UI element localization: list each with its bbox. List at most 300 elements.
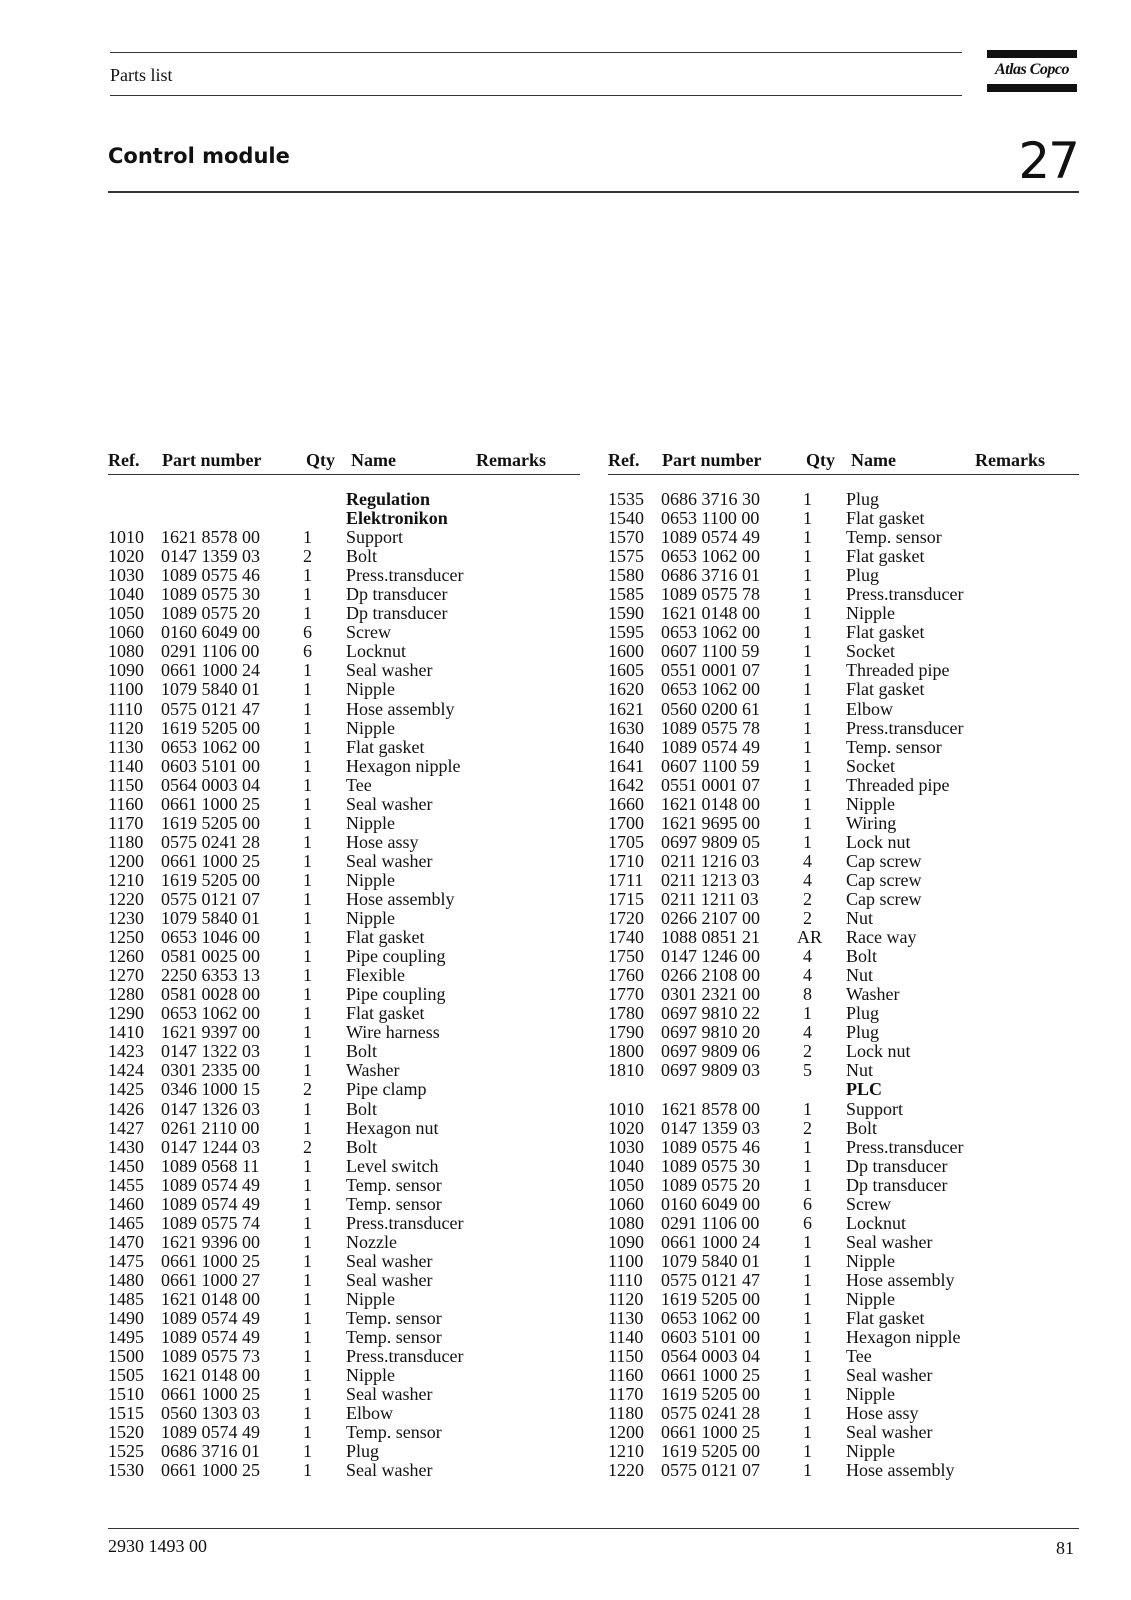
- table-row: [608, 1271, 1078, 1290]
- name-cell: Flat gasket: [346, 927, 425, 948]
- name-cell: Nozzle: [346, 1231, 397, 1252]
- part-number-cell: 1079 5840 01: [661, 1250, 760, 1271]
- name-cell: Plug: [846, 1003, 880, 1024]
- name-cell: Nipple: [346, 717, 395, 738]
- part-number-cell: 1619 5205 00: [161, 812, 260, 833]
- name-cell: Temp. sensor: [346, 1327, 442, 1348]
- name-cell: Flat gasket: [846, 508, 925, 529]
- qty-cell: 1: [803, 831, 812, 852]
- name-cell: Bolt: [346, 1041, 378, 1062]
- ref-cell: 1120: [108, 717, 144, 738]
- part-number-cell: 0653 1062 00: [661, 1308, 760, 1329]
- table-row: [108, 1347, 578, 1366]
- part-number-cell: 0261 2110 00: [161, 1117, 260, 1138]
- ref-cell: 1424: [108, 1060, 144, 1081]
- qty-cell: 1: [803, 717, 812, 738]
- part-number-cell: 0346 1000 15: [161, 1079, 260, 1100]
- qty-cell: 1: [303, 1384, 312, 1405]
- table-row: [608, 776, 1078, 795]
- table-row: [608, 738, 1078, 757]
- table-row: [608, 509, 1078, 528]
- part-number-cell: 0560 1303 03: [161, 1403, 260, 1424]
- right-parts-table: [608, 490, 1078, 1480]
- qty-cell: 4: [803, 869, 812, 890]
- qty-cell: 1: [803, 1136, 812, 1157]
- name-cell: Hose assembly: [346, 698, 455, 719]
- table-row: [108, 585, 578, 604]
- qty-cell: 1: [303, 603, 312, 624]
- qty-cell: 1: [803, 641, 812, 662]
- qty-cell: 1: [303, 1422, 312, 1443]
- part-number-cell: 0147 1244 03: [161, 1136, 260, 1157]
- part-number-cell: 1621 0148 00: [161, 1288, 260, 1309]
- qty-cell: 1: [803, 1441, 812, 1462]
- part-number-cell: 0266 2108 00: [661, 965, 760, 986]
- qty-cell: 1: [303, 1022, 312, 1043]
- table-row: [108, 795, 578, 814]
- qty-cell: 1: [303, 736, 312, 757]
- qty-cell: 1: [303, 1060, 312, 1081]
- logo-bottom-bar: [987, 84, 1077, 92]
- part-number-cell: 0661 1000 25: [661, 1365, 760, 1386]
- name-cell: Tee: [846, 1346, 872, 1367]
- group-heading-row: [108, 490, 578, 509]
- table-row: [608, 1461, 1078, 1480]
- name-cell: Hexagon nut: [346, 1117, 439, 1138]
- qty-cell: 6: [803, 1193, 812, 1214]
- ref-cell: 1640: [608, 736, 644, 757]
- ref-cell: 1410: [108, 1022, 144, 1043]
- part-number-cell: 0147 1246 00: [661, 946, 760, 967]
- part-number-cell: 1621 0148 00: [161, 1365, 260, 1386]
- group-heading-row: [608, 1080, 1078, 1099]
- table-row: [608, 566, 1078, 585]
- name-cell: Temp. sensor: [346, 1193, 442, 1214]
- ref-cell: 1130: [108, 736, 144, 757]
- table-row: [108, 1119, 578, 1138]
- part-number-cell: 0211 1211 03: [661, 888, 759, 909]
- name-cell: Flexible: [346, 965, 405, 986]
- ref-cell: 1030: [108, 565, 144, 586]
- table-row: [608, 528, 1078, 547]
- part-number-cell: 0301 2321 00: [661, 984, 760, 1005]
- part-number-cell: 0160 6049 00: [661, 1193, 760, 1214]
- part-number-cell: 1619 5205 00: [661, 1288, 760, 1309]
- name-cell: Elbow: [846, 698, 893, 719]
- part-number-cell: 1089 0574 49: [661, 527, 760, 548]
- part-number-cell: 2250 6353 13: [161, 965, 260, 986]
- part-number-cell: 1089 0574 49: [161, 1308, 260, 1329]
- atlas-copco-logo: [987, 50, 1077, 94]
- name-cell: Race way: [846, 927, 917, 948]
- qty-cell: 1: [803, 565, 812, 586]
- part-number-cell: 0551 0001 07: [661, 660, 760, 681]
- part-number-cell: 1089 0574 49: [661, 736, 760, 757]
- name-cell: Temp. sensor: [846, 527, 942, 548]
- part-number-cell: 0575 0121 07: [661, 1460, 760, 1481]
- table-row: [608, 890, 1078, 909]
- part-number-cell: 1089 0574 49: [161, 1422, 260, 1443]
- table-row: [108, 1366, 578, 1385]
- qty-cell: 1: [803, 1174, 812, 1195]
- table-row: [108, 1023, 578, 1042]
- ref-cell: 1475: [108, 1250, 144, 1271]
- name-cell: Seal washer: [846, 1231, 933, 1252]
- table-row: [608, 1061, 1078, 1080]
- ref-cell: 1515: [108, 1403, 144, 1424]
- ref-cell: 1090: [108, 660, 144, 681]
- footer-page-number: 81: [1056, 1538, 1074, 1558]
- qty-cell: 1: [303, 698, 312, 719]
- table-row: [108, 1271, 578, 1290]
- qty-cell: 1: [303, 679, 312, 700]
- ref-cell: 1100: [608, 1250, 644, 1271]
- part-number-cell: 0653 1100 00: [661, 508, 760, 529]
- part-number-cell: 1079 5840 01: [161, 908, 260, 929]
- table-row: [108, 1080, 578, 1099]
- name-cell: Flat gasket: [346, 1003, 425, 1024]
- qty-cell: 1: [303, 869, 312, 890]
- name-cell: Dp transducer: [346, 603, 448, 624]
- table-row: [108, 1328, 578, 1347]
- table-row: [108, 661, 578, 680]
- table-row: [608, 985, 1078, 1004]
- part-number-cell: 0581 0025 00: [161, 946, 260, 967]
- ref-cell: 1250: [108, 927, 144, 948]
- table-row: [608, 680, 1078, 699]
- ref-cell: 1642: [608, 774, 644, 795]
- table-row: [608, 1119, 1078, 1138]
- table-row: [608, 852, 1078, 871]
- part-number-cell: 0661 1000 25: [161, 793, 260, 814]
- ref-cell: 1525: [108, 1441, 144, 1462]
- name-cell: Hexagon nipple: [346, 755, 461, 776]
- ref-cell: 1080: [608, 1212, 644, 1233]
- name-cell: Wiring: [846, 812, 897, 833]
- qty-cell: 1: [803, 584, 812, 605]
- part-number-cell: 1089 0568 11: [161, 1155, 260, 1176]
- name-cell: Nipple: [346, 1288, 395, 1309]
- table-row: [108, 928, 578, 947]
- table-row: [108, 1461, 578, 1480]
- ref-cell: 1660: [608, 793, 644, 814]
- qty-cell: 2: [803, 888, 812, 909]
- name-cell: Dp transducer: [846, 1155, 948, 1176]
- qty-cell: 6: [303, 641, 312, 662]
- table-row: [108, 909, 578, 928]
- qty-cell: 4: [803, 965, 812, 986]
- header-label: Parts list: [110, 65, 173, 85]
- name-cell: Nipple: [346, 908, 395, 929]
- qty-cell: 1: [303, 1098, 312, 1119]
- section-title: Control module: [108, 144, 290, 168]
- ref-cell: 1040: [608, 1155, 644, 1176]
- table-row: [108, 1100, 578, 1119]
- table-row: [608, 1423, 1078, 1442]
- table-row: [608, 1328, 1078, 1347]
- qty-cell: 1: [303, 831, 312, 852]
- part-number-cell: 0697 9809 03: [661, 1060, 760, 1081]
- part-number-cell: 0661 1000 25: [161, 1250, 260, 1271]
- table-row: [608, 757, 1078, 776]
- ref-cell: 1200: [108, 850, 144, 871]
- part-number-cell: 0147 1322 03: [161, 1041, 260, 1062]
- part-number-cell: 1089 0574 49: [161, 1174, 260, 1195]
- part-number-cell: 0653 1062 00: [661, 679, 760, 700]
- qty-cell: 6: [303, 622, 312, 643]
- qty-cell: 4: [803, 946, 812, 967]
- part-number-cell: 0686 3716 01: [161, 1441, 260, 1462]
- name-cell: Seal washer: [346, 1269, 433, 1290]
- name-cell: Bolt: [346, 1098, 378, 1119]
- table-row: [608, 719, 1078, 738]
- table-row: [608, 1252, 1078, 1271]
- left-header-rule: [108, 474, 580, 475]
- name-cell: Lock nut: [846, 1041, 911, 1062]
- table-row: [608, 909, 1078, 928]
- qty-cell: 1: [803, 679, 812, 700]
- table-row: [108, 833, 578, 852]
- ref-cell: 1780: [608, 1003, 644, 1024]
- qty-cell: 1: [803, 1250, 812, 1271]
- ref-cell: 1080: [108, 641, 144, 662]
- ref-cell: 1705: [608, 831, 644, 852]
- name-cell: Nipple: [846, 1288, 895, 1309]
- qty-cell: 1: [303, 755, 312, 776]
- qty-cell: 1: [803, 603, 812, 624]
- table-row: [608, 1138, 1078, 1157]
- table-row: [608, 1233, 1078, 1252]
- qty-cell: 1: [303, 1117, 312, 1138]
- left-col-name-header: Name: [351, 450, 396, 470]
- name-cell: Press.transducer: [346, 565, 464, 586]
- part-number-cell: 0661 1000 24: [161, 660, 260, 681]
- name-cell: Plug: [846, 489, 880, 509]
- ref-cell: 1050: [108, 603, 144, 624]
- name-cell: Washer: [346, 1060, 400, 1081]
- table-row: [108, 1042, 578, 1061]
- part-number-cell: 0266 2107 00: [661, 908, 760, 929]
- qty-cell: 1: [303, 812, 312, 833]
- table-row: [608, 871, 1078, 890]
- ref-cell: 1470: [108, 1231, 144, 1252]
- name-cell: Nipple: [846, 1384, 895, 1405]
- qty-cell: 1: [803, 546, 812, 567]
- qty-cell: 1: [803, 489, 812, 509]
- name-cell: Dp transducer: [846, 1174, 948, 1195]
- name-cell: Nipple: [846, 793, 895, 814]
- table-row: [608, 700, 1078, 719]
- ref-cell: 1260: [108, 946, 144, 967]
- table-row: [108, 1404, 578, 1423]
- group-heading-row: [108, 509, 578, 528]
- name-cell: Seal washer: [346, 793, 433, 814]
- table-row: [108, 1004, 578, 1023]
- right-col-part-number-header: Part number: [662, 450, 762, 470]
- name-cell: Socket: [846, 755, 895, 776]
- ref-cell: 1040: [108, 584, 144, 605]
- qty-cell: 1: [303, 965, 312, 986]
- qty-cell: 1: [303, 1231, 312, 1252]
- part-number-cell: 0564 0003 04: [161, 774, 260, 795]
- qty-cell: 1: [803, 755, 812, 776]
- qty-cell: 2: [303, 1136, 312, 1157]
- name-cell: Temp. sensor: [346, 1174, 442, 1195]
- part-number-cell: 0686 3716 01: [661, 565, 760, 586]
- qty-cell: 1: [803, 527, 812, 548]
- part-number-cell: 0607 1100 59: [661, 641, 760, 662]
- name-cell: Plug: [346, 1441, 380, 1462]
- name-cell: Press.transducer: [846, 584, 964, 605]
- ref-cell: 1210: [108, 869, 144, 890]
- name-cell: Flat gasket: [346, 736, 425, 757]
- part-number-cell: 1621 9695 00: [661, 812, 760, 833]
- name-cell: Hose assembly: [846, 1460, 955, 1481]
- ref-cell: 1621: [608, 698, 644, 719]
- ref-cell: 1150: [608, 1346, 644, 1367]
- ref-cell: 1535: [608, 489, 644, 509]
- part-number-cell: 1089 0575 30: [661, 1155, 760, 1176]
- left-col-qty-header: Qty: [306, 450, 335, 470]
- name-cell: Dp transducer: [346, 584, 448, 605]
- name-cell: Flat gasket: [846, 622, 925, 643]
- qty-cell: 1: [303, 1269, 312, 1290]
- qty-cell: 1: [303, 584, 312, 605]
- qty-cell: 2: [803, 1041, 812, 1062]
- part-number-cell: 1089 0575 30: [161, 584, 260, 605]
- name-cell: Screw: [846, 1193, 891, 1214]
- qty-cell: 1: [803, 793, 812, 814]
- part-number-cell: 0661 1000 27: [161, 1269, 260, 1290]
- ref-cell: 1570: [608, 527, 644, 548]
- name-cell: Cap screw: [846, 888, 922, 909]
- ref-cell: 1540: [608, 508, 644, 529]
- name-cell: Screw: [346, 622, 391, 643]
- name-cell: Bolt: [346, 1136, 378, 1157]
- ref-cell: 1430: [108, 1136, 144, 1157]
- part-number-cell: 1089 0574 49: [161, 1327, 260, 1348]
- ref-cell: 1140: [108, 755, 144, 776]
- footer-rule: [108, 1528, 1079, 1529]
- part-number-cell: 0661 1000 25: [161, 850, 260, 871]
- ref-cell: 1020: [108, 546, 144, 567]
- table-row: [608, 928, 1078, 947]
- table-row: [108, 1290, 578, 1309]
- name-cell: Hose assembly: [846, 1269, 955, 1290]
- table-row: [608, 1309, 1078, 1328]
- name-cell: Threaded pipe: [846, 774, 950, 795]
- qty-cell: 1: [803, 1365, 812, 1386]
- table-row: [108, 700, 578, 719]
- part-number-cell: 1621 0148 00: [661, 603, 760, 624]
- table-row: [608, 1100, 1078, 1119]
- name-cell: Elbow: [346, 1403, 393, 1424]
- name-cell: Pipe clamp: [346, 1079, 427, 1100]
- part-number-cell: 1088 0851 21: [661, 927, 760, 948]
- ref-cell: 1200: [608, 1422, 644, 1443]
- table-row: [608, 1004, 1078, 1023]
- name-cell: Nipple: [846, 603, 895, 624]
- qty-cell: 1: [303, 1041, 312, 1062]
- table-row: [108, 642, 578, 661]
- part-number-cell: 0551 0001 07: [661, 774, 760, 795]
- table-row: [108, 623, 578, 642]
- name-cell: Hexagon nipple: [846, 1327, 961, 1348]
- part-number-cell: 1621 0148 00: [661, 793, 760, 814]
- ref-cell: 1605: [608, 660, 644, 681]
- ref-cell: 1600: [608, 641, 644, 662]
- ref-cell: 1180: [108, 831, 144, 852]
- qty-cell: 1: [303, 774, 312, 795]
- name-cell: Seal washer: [346, 1384, 433, 1405]
- name-cell: Plug: [846, 1022, 880, 1043]
- qty-cell: 2: [303, 546, 312, 567]
- ref-cell: 1180: [608, 1403, 644, 1424]
- table-row: [108, 1252, 578, 1271]
- ref-cell: 1500: [108, 1346, 144, 1367]
- part-number-cell: 0564 0003 04: [661, 1346, 760, 1367]
- ref-cell: 1790: [608, 1022, 644, 1043]
- table-row: [608, 623, 1078, 642]
- ref-cell: 1010: [608, 1098, 644, 1119]
- part-number-cell: 0653 1046 00: [161, 927, 260, 948]
- part-number-cell: 0575 0121 07: [161, 888, 260, 909]
- qty-cell: 1: [803, 1155, 812, 1176]
- table-row: [108, 1233, 578, 1252]
- name-cell: Cap screw: [846, 850, 922, 871]
- ref-cell: 1620: [608, 679, 644, 700]
- qty-cell: 2: [303, 1079, 312, 1100]
- table-row: [608, 585, 1078, 604]
- qty-cell: 1: [303, 793, 312, 814]
- ref-cell: 1170: [108, 812, 144, 833]
- table-row: [608, 1290, 1078, 1309]
- qty-cell: 8: [803, 984, 812, 1005]
- ref-cell: 1740: [608, 927, 644, 948]
- ref-cell: 1770: [608, 984, 644, 1005]
- ref-cell: 1220: [608, 1460, 644, 1481]
- table-row: [108, 738, 578, 757]
- part-number-cell: 0581 0028 00: [161, 984, 260, 1005]
- part-number-cell: 1619 5205 00: [661, 1384, 760, 1405]
- ref-cell: 1641: [608, 755, 644, 776]
- table-row: [108, 1138, 578, 1157]
- qty-cell: 1: [303, 888, 312, 909]
- name-cell: Press.transducer: [346, 1212, 464, 1233]
- table-row: [108, 1385, 578, 1404]
- name-cell: Bolt: [846, 1117, 878, 1138]
- part-number-cell: 1621 9396 00: [161, 1231, 260, 1252]
- qty-cell: 1: [303, 946, 312, 967]
- table-row: [108, 757, 578, 776]
- name-cell: Nipple: [346, 679, 395, 700]
- table-row: [608, 947, 1078, 966]
- ref-cell: 1480: [108, 1269, 144, 1290]
- part-number-cell: 0661 1000 25: [661, 1422, 760, 1443]
- name-cell: Hose assembly: [346, 888, 455, 909]
- qty-cell: 1: [303, 527, 312, 548]
- part-number-cell: 0686 3716 30: [661, 489, 760, 509]
- table-row: [108, 947, 578, 966]
- ref-cell: 1110: [608, 1269, 643, 1290]
- table-row: [108, 1157, 578, 1176]
- table-row: [608, 1366, 1078, 1385]
- qty-cell: 1: [303, 1250, 312, 1271]
- name-cell: Pipe coupling: [346, 984, 446, 1005]
- qty-cell: 1: [803, 1003, 812, 1024]
- ref-cell: 1800: [608, 1041, 644, 1062]
- table-row: [608, 604, 1078, 623]
